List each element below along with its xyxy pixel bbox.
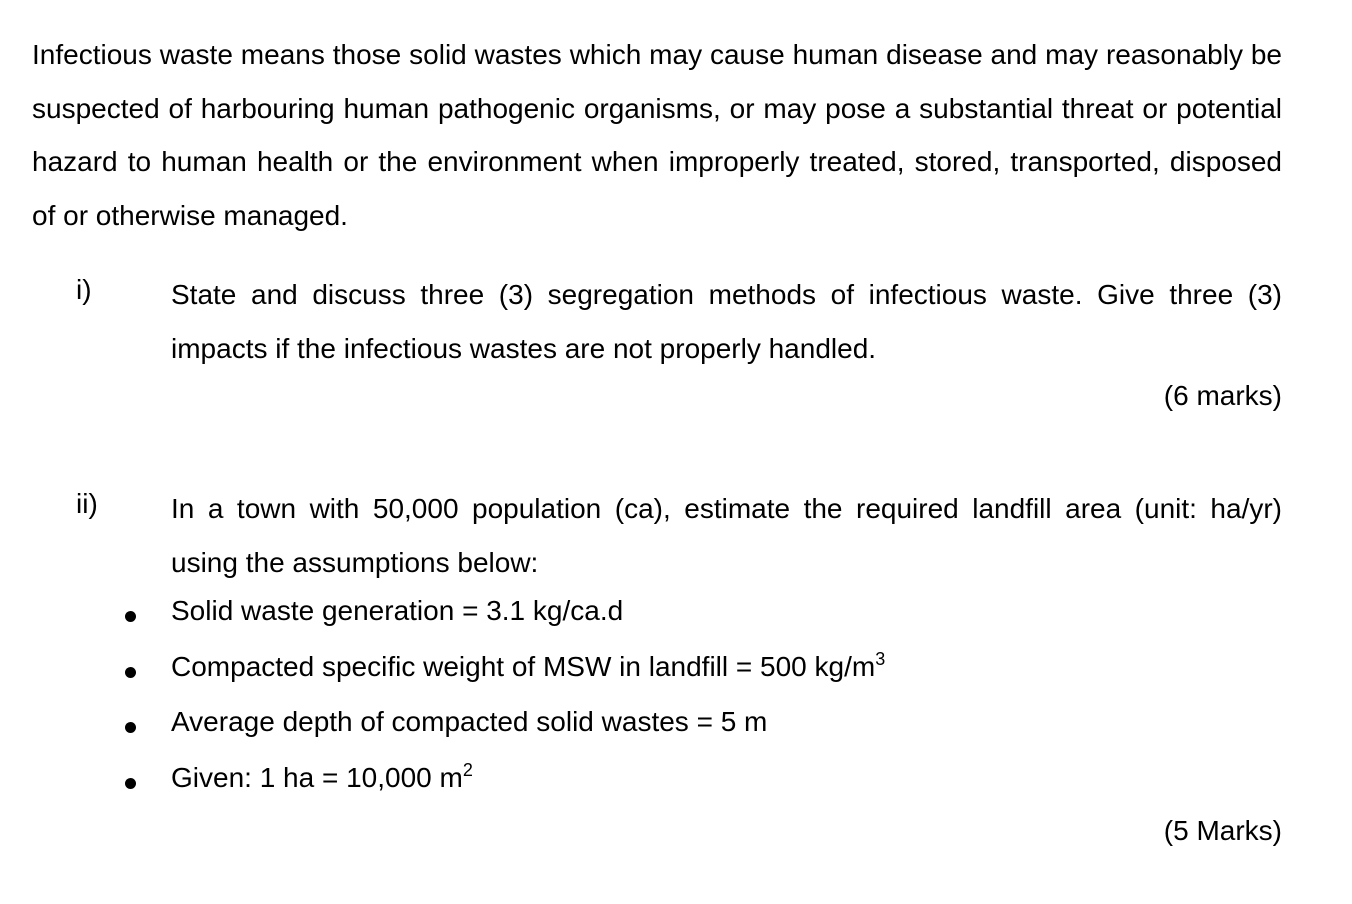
bullet-icon	[125, 667, 136, 678]
assumption-item	[0, 762, 1300, 802]
assumption-item	[0, 595, 1300, 635]
question-2-label: ii)	[76, 488, 98, 519]
bullet-icon	[125, 778, 136, 789]
question-1-text: State and discuss three (3) segregation methods of infectious waste. Give three (3) impacts if the infectious wastes are not properly handled.	[171, 279, 1282, 364]
bullet-icon	[125, 722, 136, 733]
intro-paragraph: Infectious waste means those solid wastes which may cause human disease and may reasonably be suspected of harbouring human pathogenic organisms, or may pose a substantial threat or potential hazard to human health or the environment when improperly treated, stored, transported, disposed of or otherwise managed.	[32, 39, 1282, 231]
assumption-item	[0, 651, 1300, 691]
question-2-marks: (5 Marks)	[1163, 815, 1282, 846]
assumption-text: Compacted specific weight of MSW in landfill = 500 $kg/m^3$	[171, 649, 886, 682]
question-1-marks: (6 marks)	[1163, 380, 1282, 411]
bullet-icon	[125, 611, 136, 622]
assumption-text: Average depth of compacted solid wastes = 5 m	[171, 706, 768, 737]
assumption-text: Solid waste generation = 3.1 kg/ca.d	[171, 595, 624, 626]
assumption-item	[0, 706, 1300, 746]
question-2-text: In a town with 50,000 population (ca), estimate the required landfill area (unit: ha/yr) using the assumptions below:	[171, 493, 1282, 578]
question-1-label: i)	[76, 274, 92, 305]
assumption-text: Given: 1 ha = 10,000 $m^2$	[171, 760, 473, 793]
